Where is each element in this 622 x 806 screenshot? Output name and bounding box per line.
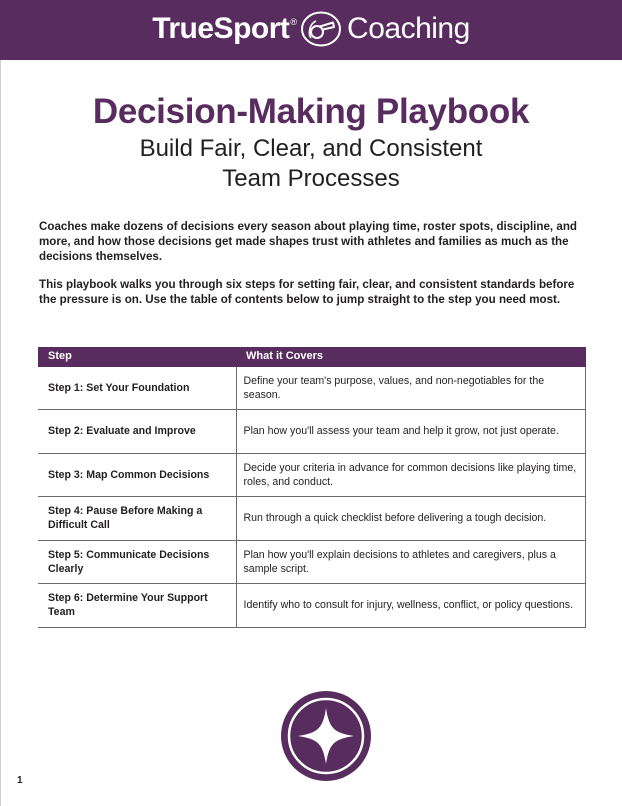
step-cell[interactable]: Step 1: Set Your Foundation bbox=[38, 366, 236, 410]
step-cell[interactable]: Step 4: Pause Before Making a Difficult Call bbox=[38, 497, 236, 541]
table-row[interactable] bbox=[38, 540, 586, 584]
intro-paragraph-1: Coaches make dozens of decisions every season about playing time, roster spots, discipline, and more, and how those decisions get made shapes trust with athletes and families as much as the decisions themselves. bbox=[39, 220, 577, 263]
page-title: Decision-Making Playbook bbox=[92, 92, 530, 131]
logo-brand-bold: TrueSport bbox=[152, 12, 290, 45]
step-cell[interactable]: Step 6: Determine Your Support Team bbox=[38, 584, 236, 628]
step-cell[interactable]: Step 2: Evaluate and Improve bbox=[38, 410, 236, 454]
table-row[interactable] bbox=[38, 453, 586, 497]
covers-cell: Identify who to consult for injury, wellness, conflict, or policy questions. bbox=[236, 584, 586, 628]
whistle-icon bbox=[300, 10, 344, 48]
page-subtitle bbox=[0, 134, 622, 194]
table-of-contents bbox=[38, 347, 586, 628]
truesport-coaching-logo bbox=[0, 9, 622, 49]
star-badge-icon bbox=[280, 690, 372, 782]
table-row[interactable] bbox=[38, 497, 586, 541]
table-row[interactable] bbox=[38, 584, 586, 628]
table-row[interactable] bbox=[38, 366, 586, 410]
column-header-step: Step bbox=[38, 347, 236, 366]
covers-cell: Plan how you'll explain decisions to athletes and caregivers, plus a sample script. bbox=[236, 540, 586, 584]
step-cell[interactable]: Step 3: Map Common Decisions bbox=[38, 453, 236, 497]
intro-paragraph-2: This playbook walks you through six steps for setting fair, clear, and consistent standards before the pressure is on. Use the table of contents below to jump straight to the step you need most. bbox=[39, 278, 575, 306]
column-header-covers: What it Covers bbox=[236, 347, 586, 366]
table-header-row bbox=[38, 347, 586, 366]
covers-cell: Decide your criteria in advance for common decisions like playing time, roles, and conduct. bbox=[236, 453, 586, 497]
logo-brand-light: Coaching bbox=[347, 12, 470, 45]
page-number: 1 bbox=[17, 775, 23, 786]
covers-cell: Plan how you'll assess your team and help it grow, not just operate. bbox=[236, 410, 586, 454]
subtitle-line-1: Build Fair, Clear, and Consistent bbox=[139, 135, 483, 162]
covers-cell: Run through a quick checklist before delivering a tough decision. bbox=[236, 497, 586, 541]
table-row[interactable] bbox=[38, 410, 586, 454]
covers-cell: Define your team's purpose, values, and non-negotiables for the season. bbox=[236, 366, 586, 410]
subtitle-line-2: Team Processes bbox=[222, 165, 400, 192]
step-cell[interactable]: Step 5: Communicate Decisions Clearly bbox=[38, 540, 236, 584]
logo-registered-mark: ® bbox=[290, 17, 298, 27]
